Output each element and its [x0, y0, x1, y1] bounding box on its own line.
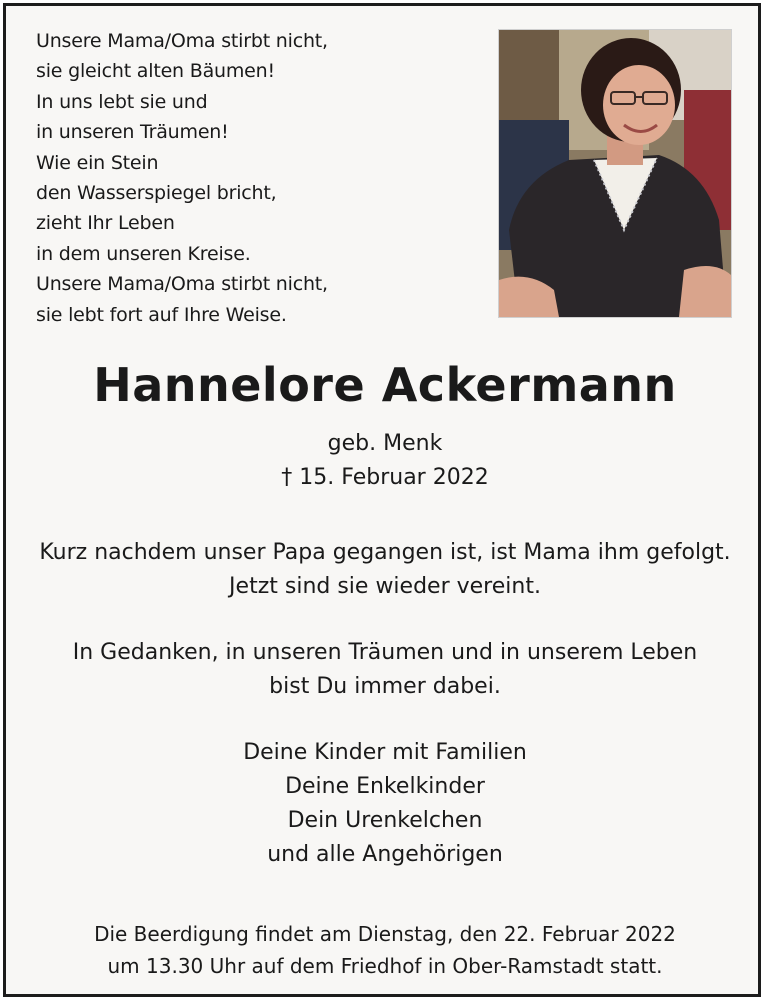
message-line: Jetzt sind sie wieder vereint. — [229, 574, 541, 599]
mourner-line: Dein Urenkelchen — [287, 808, 483, 833]
poem-line: Wie ein Stein — [36, 151, 159, 174]
death-date: † 15. Februar 2022 — [281, 465, 489, 490]
poem — [36, 26, 476, 330]
portrait-illustration — [499, 30, 731, 317]
poem-line: in dem unseren Kreise. — [36, 242, 251, 265]
message-line: bist Du immer dabei. — [269, 674, 501, 699]
deceased-name: Hannelore Ackermann — [93, 358, 677, 412]
funeral-line: Die Beerdigung findet am Dienstag, den 22. Februar 2022 — [94, 922, 676, 946]
poem-line: sie lebt fort auf Ihre Weise. — [36, 303, 287, 326]
obituary-frame — [3, 3, 761, 997]
poem-line: in unseren Träumen! — [36, 121, 229, 144]
mourner-line: Deine Enkelkinder — [285, 774, 485, 799]
mourner-line: und alle Angehörigen — [267, 842, 503, 867]
poem-line: Unsere Mama/Oma stirbt nicht, — [36, 30, 328, 52]
message-line: In Gedanken, in unseren Träumen und in unserem Leben — [72, 640, 698, 665]
birth-name: geb. Menk — [327, 431, 443, 456]
funeral-line: um 13.30 Uhr auf dem Friedhof in Ober-Ramstadt statt. — [107, 954, 663, 978]
birth-death-info — [6, 427, 764, 495]
poem-line: zieht Ihr Leben — [36, 212, 175, 235]
poem-line: sie gleicht alten Bäumen! — [36, 60, 275, 83]
poem-line: den Wasserspiegel bricht, — [36, 182, 277, 205]
poem-line: In uns lebt sie und — [36, 90, 208, 113]
portrait-photo — [498, 29, 732, 318]
message-thoughts — [6, 636, 764, 704]
mourner-line: Deine Kinder mit Familien — [243, 740, 527, 765]
message-reunited — [6, 536, 764, 604]
mourners-list — [6, 736, 764, 872]
funeral-notice — [6, 918, 764, 982]
message-line: Kurz nachdem unser Papa gegangen ist, ist Mama ihm gefolgt. — [39, 540, 731, 565]
poem-line: Unsere Mama/Oma stirbt nicht, — [36, 273, 328, 296]
